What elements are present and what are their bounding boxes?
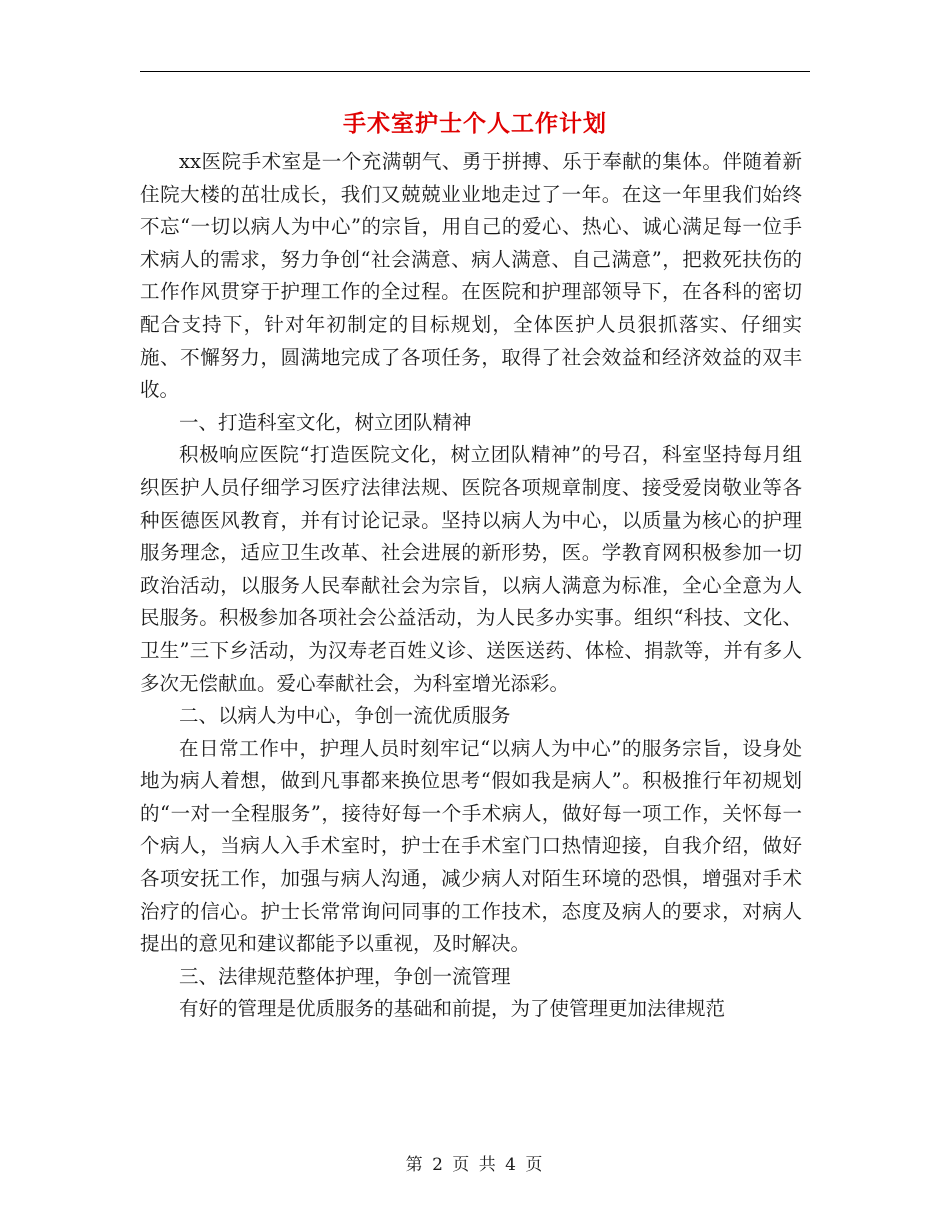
header-rule: [140, 71, 810, 72]
paragraph-intro: xx医院手术室是一个充满朝气、勇于拼搏、乐于奉献的集体。伴随着新住院大楼的茁壮成长，我们又兢兢业业地走过了一年。在这一年里我们始终不忘“一切以病人为中心”的宗旨，用自己的爱心、热心、诚心满足每一位手术病人的需求，努力争创“社会满意、病人满意、自己满意”，把救死扶伤的工作作风贯穿于护理工作的全过程。在医院和护理部领导下，在各科的密切配合支持下，针对年初制定的目标规划，全体医护人员狠抓落实、仔细实施、不懈努力，圆满地完成了各项任务，取得了社会效益和经济效益的双丰收。: [140, 150, 802, 402]
page-number-footer: 第 2 页 共 4 页: [405, 1155, 545, 1175]
paragraph-section-2: 在日常工作中，护理人员时刻牢记“以病人为中心”的服务宗旨，设身处地为病人着想，做到凡事都来换位思考“假如我是病人”。积极推行年初规划的“一对一全程服务”，接待好每一个手术病人，做好每一项工作，关怀每一个病人，当病人入手术室时，护士在手术室门口热情迎接，自我介绍，做好各项安抚工作，加强与病人沟通，减少病人对陌生环境的恐惧，增强对手术治疗的信心。护士长常常询问同事的工作技术，态度及病人的要求，对病人提出的意见和建议都能予以重视，及时解决。: [140, 736, 802, 956]
paragraph-section-1: 积极响应医院“打造医院文化，树立团队精神”的号召，科室坚持每月组织医护人员仔细学习医疗法律法规、医院各项规章制度、接受爱岗敬业等各种医德医风教育，并有讨论记录。坚持以病人为中心，以质量为核心的护理服务理念，适应卫生改革、社会进展的新形势，医。学教育网积极参加一切政治活动，以服务人民奉献社会为宗旨，以病人满意为标准，全心全意为人民服务。积极参加各项社会公益活动，为人民多办实事。组织“科技、文化、卫生”三下乡活动，为汉寿老百姓义诊、送医送药、体检、捐款等，并有多人多次无偿献血。爱心奉献社会，为科室增光添彩。: [140, 443, 802, 695]
section-heading-3: 三、法律规范整体护理，争创一流管理: [179, 964, 511, 988]
section-heading-2: 二、以病人为中心，争创一流优质服务: [179, 704, 511, 728]
paragraph-section-3: 有好的管理是优质服务的基础和前提，为了使管理更加法律规范: [179, 997, 726, 1021]
document-body: [140, 146, 802, 1026]
document-title: 手术室护士个人工作计划: [343, 111, 607, 137]
section-heading-1: 一、打造科室文化，树立团队精神: [179, 410, 472, 434]
